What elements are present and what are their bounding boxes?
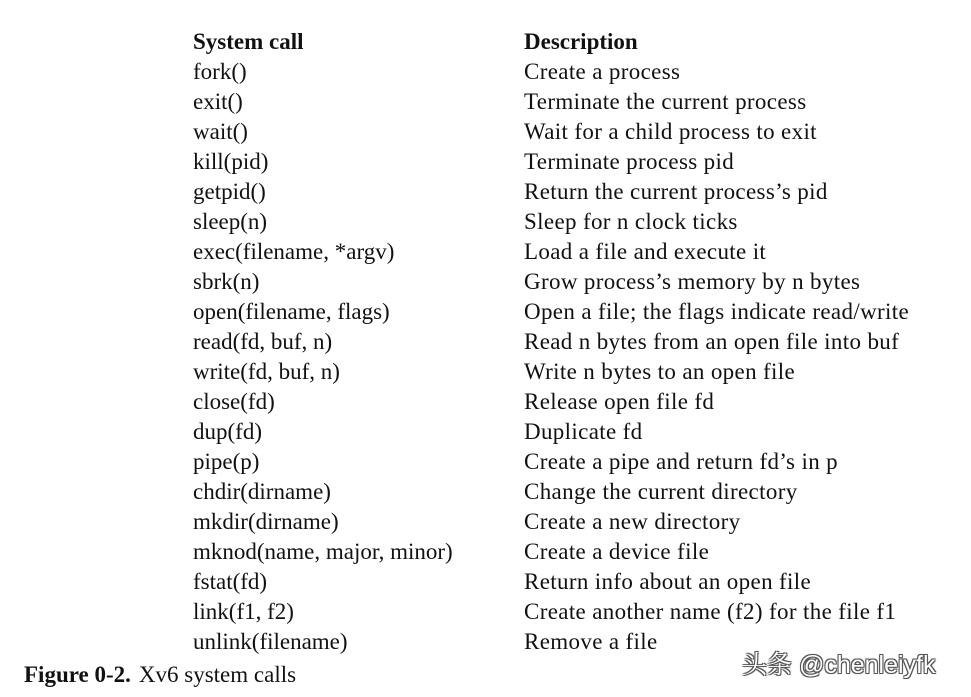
system-call-name: unlink(filename)	[193, 629, 348, 654]
system-call-description: Create a pipe and return fd’s in p	[524, 449, 838, 474]
system-call-description: Create a device file	[524, 539, 710, 564]
system-call-description: Duplicate fd	[524, 419, 643, 444]
table-row	[193, 177, 953, 207]
system-call-name: mknod(name, major, minor)	[193, 539, 453, 564]
system-call-description: Create a new directory	[524, 509, 741, 534]
system-call-name: chdir(dirname)	[193, 479, 331, 504]
system-call-name: dup(fd)	[193, 419, 262, 444]
table-row	[193, 87, 953, 117]
watermark-text: 头条 @chenleiyfk	[742, 651, 936, 679]
system-call-description: Load a file and execute it	[524, 239, 767, 264]
table-row	[193, 57, 953, 87]
header-description: Description	[524, 29, 638, 54]
caption-text: Xv6 system calls	[138, 662, 297, 687]
system-call-name: pipe(p)	[193, 449, 260, 474]
system-call-description: Change the current directory	[524, 479, 798, 504]
table-row	[193, 267, 953, 297]
table-row	[193, 387, 953, 417]
system-call-description: Remove a file	[524, 629, 658, 654]
system-call-description: Release open file fd	[524, 389, 715, 414]
system-call-description: Read n bytes from an open file into buf	[524, 329, 900, 354]
system-call-name: mkdir(dirname)	[193, 509, 339, 534]
system-call-name: write(fd, buf, n)	[193, 359, 340, 384]
system-call-name: exit()	[193, 89, 243, 114]
system-call-description: Open a file; the flags indicate read/write	[524, 299, 910, 324]
system-call-description: Write n bytes to an open file	[524, 359, 796, 384]
table-body	[193, 57, 953, 657]
table-row	[193, 117, 953, 147]
system-call-name: wait()	[193, 119, 248, 144]
system-call-name: kill(pid)	[193, 149, 269, 174]
system-call-description: Wait for a child process to exit	[524, 119, 817, 144]
system-call-name: read(fd, buf, n)	[193, 329, 333, 354]
system-call-name: close(fd)	[193, 389, 275, 414]
system-call-description: Return the current process’s pid	[524, 179, 828, 204]
system-call-name: getpid()	[193, 179, 266, 204]
system-calls-table	[193, 27, 953, 657]
table-row	[193, 357, 953, 387]
table-row	[193, 537, 953, 567]
table-row	[193, 567, 953, 597]
system-call-name: fstat(fd)	[193, 569, 268, 594]
table-row	[193, 477, 953, 507]
system-call-description: Create a process	[524, 59, 681, 84]
table-row	[193, 507, 953, 537]
table-row	[193, 447, 953, 477]
table-row	[193, 327, 953, 357]
system-call-name: sbrk(n)	[193, 269, 260, 294]
system-call-description: Grow process’s memory by n bytes	[524, 269, 861, 294]
system-call-description: Terminate the current process	[524, 89, 807, 114]
caption-label: Figure 0-2.	[24, 662, 131, 687]
table-row	[193, 147, 953, 177]
system-call-description: Create another name (f2) for the file f1	[524, 599, 897, 624]
system-call-description: Terminate process pid	[524, 149, 735, 174]
table-row	[193, 237, 953, 267]
figure-caption	[24, 660, 296, 690]
table-row	[193, 597, 953, 627]
system-call-name: link(f1, f2)	[193, 599, 294, 624]
system-call-description: Return info about an open file	[524, 569, 812, 594]
table-row	[193, 417, 953, 447]
table-row	[193, 207, 953, 237]
table-row	[193, 297, 953, 327]
table-header-row	[193, 27, 953, 57]
header-system-call: System call	[193, 29, 304, 54]
system-call-name: open(filename, flags)	[193, 299, 390, 324]
system-call-name: exec(filename, *argv)	[193, 239, 395, 264]
system-call-name: fork()	[193, 59, 247, 84]
system-call-name: sleep(n)	[193, 209, 268, 234]
system-call-description: Sleep for n clock ticks	[524, 209, 738, 234]
